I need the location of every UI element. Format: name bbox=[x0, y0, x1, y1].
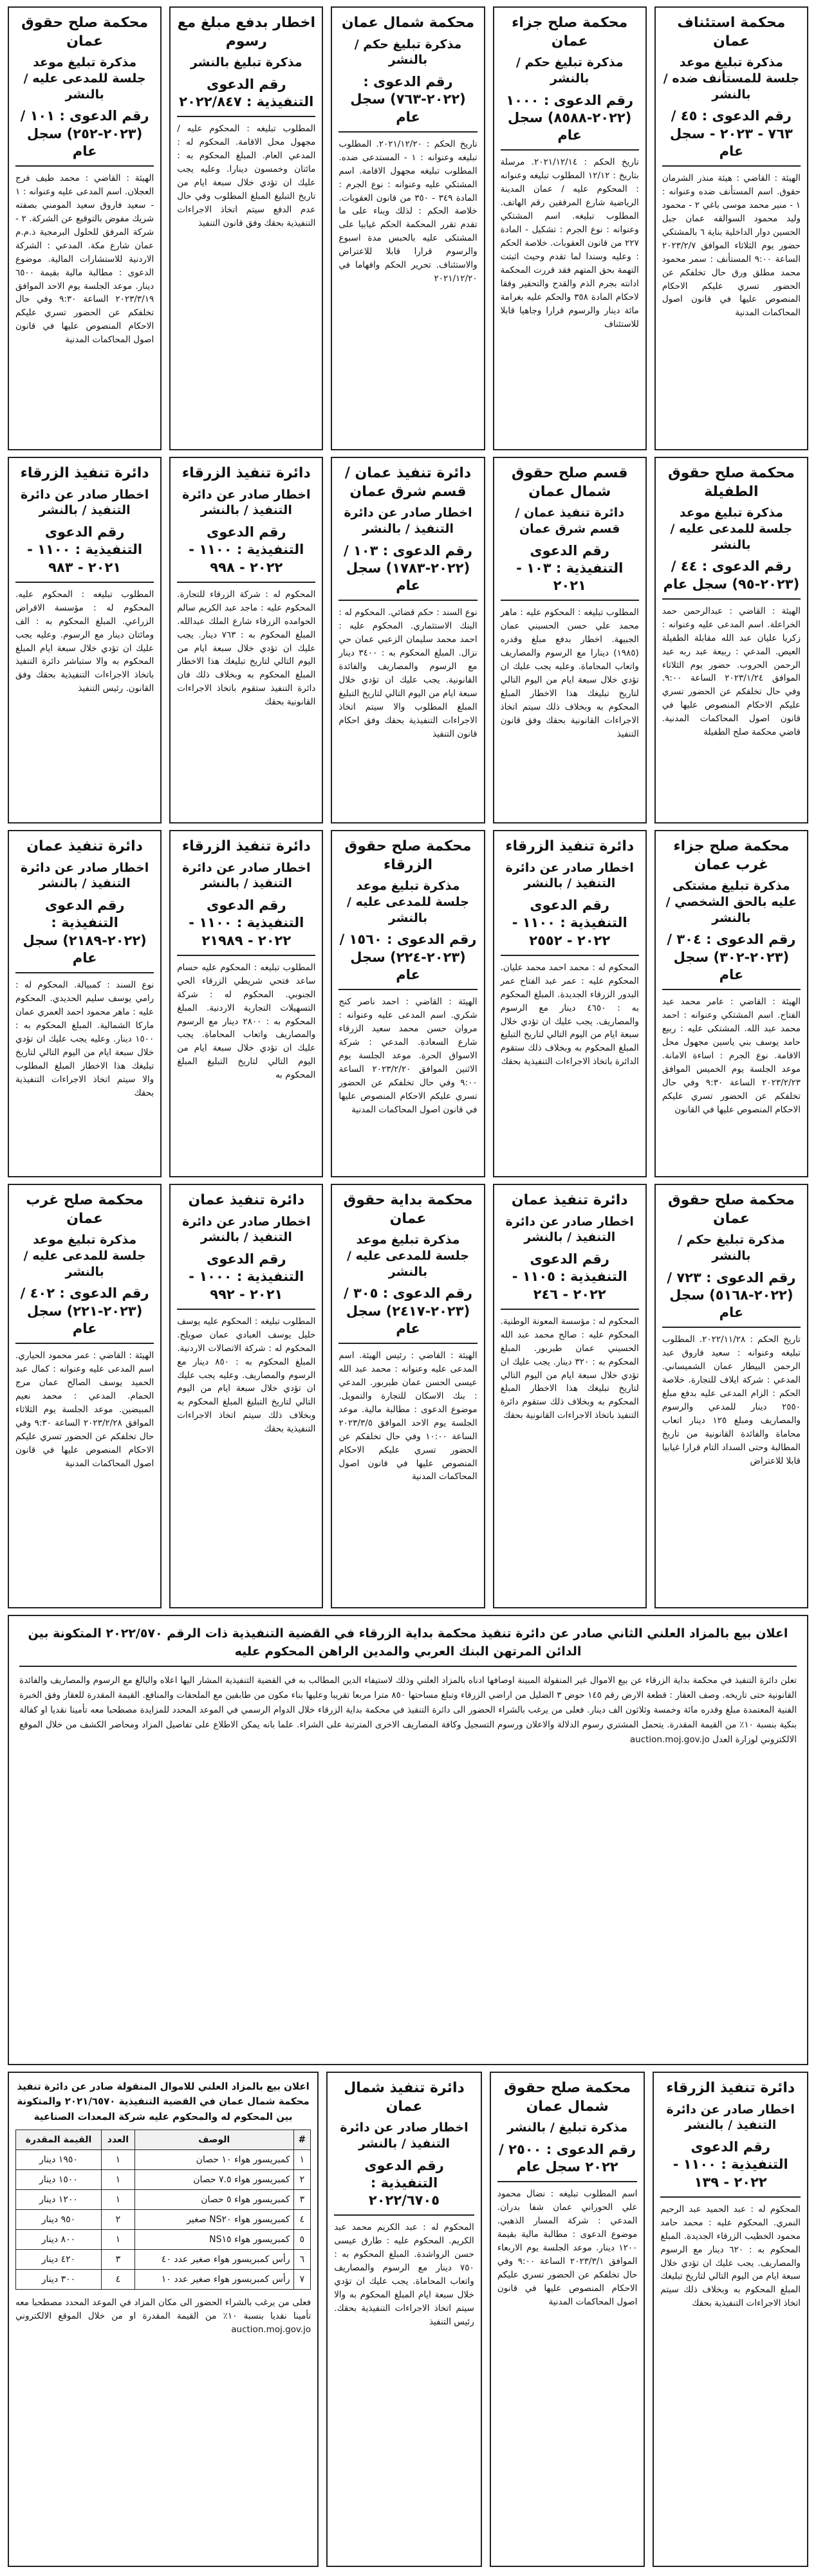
notice-type: مذكرة تبليغ موعد جلسة للمستأنف ضده / بالنشر bbox=[663, 55, 800, 102]
court-name: محكمة صلح حقوق عمان bbox=[21, 15, 149, 50]
case-number: رقم الدعوى التنفيذية : ١١٠٠ - ٢٠٢٢ - ٢١٩٨٩ bbox=[189, 897, 304, 948]
band-1 bbox=[8, 6, 808, 450]
table-cell: رأس كمبريسور هواء صغير عدد ١٠ bbox=[134, 2269, 293, 2289]
notice-type: مذكرة تبليغ حكم / بالنشر bbox=[515, 55, 624, 86]
notice-band3-5 bbox=[8, 830, 162, 1177]
case-number: رقم الدعوى التنفيذية : ١٠٣ - ٢٠٢١ bbox=[516, 542, 624, 594]
court-name: دائرة تنفيذ الزرقاء bbox=[505, 838, 635, 854]
notice-band1-4 bbox=[169, 6, 323, 450]
notice-type: مذكرة تبليغ حكم / بالنشر bbox=[678, 1233, 785, 1263]
column-header: الوصف bbox=[134, 2130, 293, 2149]
table-header-row bbox=[16, 2130, 311, 2149]
notice-band2-3 bbox=[331, 457, 485, 823]
notice-type: اخطار صادر عن دائرة التنفيذ / بالنشر bbox=[182, 860, 311, 891]
divider bbox=[501, 600, 639, 601]
court-name: اخطار بدفع مبلغ مع رسوم bbox=[177, 15, 315, 50]
divider bbox=[662, 1327, 801, 1328]
notice-type: اخطار صادر عن دائرة التنفيذ / بالنشر bbox=[344, 506, 472, 536]
court-name: محكمة صلح جزاء عمان bbox=[512, 15, 628, 50]
notice-text: نوع السند : كمبيالة. المحكوم له : رامي يوسف سليم الحديدي. المحكوم عليه : ماهر محمود احمد العمري عمان ماركا الشمالية. المبلغ المحكوم به : ١٥٠٠ دينار. وعليه يجب عليك ان تؤدي خلال سبعة ايام من اليوم التالي لتاريخ تبليغك هذا الاخطار المبلغ المطلوب والا سيتم اتخاذ الاجراءات التنفيذية بحقك bbox=[15, 980, 154, 1098]
table-cell: ٩٥٠ دينار bbox=[16, 2209, 102, 2229]
notice-text: الهيئة : القاضي : هيئة منذر الشرمان حقوق. اسم المستأنف ضده وعنوانه : ١ - منير محمد موسى باغي ٢ - محمود وليد محمود السوالقه عمان جبل الحسين دوار الداخلية بناية ٦ بالمشتكي حضور يوم الثلاثاء الموافق ٢٠٢٣/٢/٧ الساعة ٩:٠٠ المستأنف : سمر محمود محمد مطلق ورق حال تخلفكم عن الحضور تسري عليكم الاحكام المنصوص عليها في قانون اصول المحاكمات المدنية bbox=[662, 173, 801, 318]
divider bbox=[334, 2214, 474, 2216]
inventory-heading: اعلان بيع بالمزاد العلني للاموال المنقولة صادر عن دائرة تنفيذ محكمة شمال عمان في القضية التنفيذية ٢٠٢١/٦٥٧٠ والمتكونة بين المحكوم له والمحكوم عليه شركة المعدات الصناعية bbox=[17, 2081, 310, 2122]
case-number: رقم الدعوى التنفيذية : ١١٠٠ - ٢٠٢٢ - ٢٥٥٢ bbox=[512, 897, 627, 948]
case-number: رقم الدعوى : ٤٥ / ٧٦٣ - ٢٠٢٣ - سجل عام bbox=[669, 108, 793, 159]
case-number: رقم الدعوى : ٢٥٠٠ / ٢٠٢٢ سجل عام bbox=[499, 2141, 636, 2175]
table-row bbox=[16, 2249, 311, 2269]
case-number: رقم الدعوى : ١٠٣ / (٢٠٢٢-١٧٨٣) سجل عام bbox=[343, 542, 473, 594]
notice-type: دائرة تنفيذ عمان / قسم شرق عمان bbox=[515, 506, 624, 536]
notice-bottom-3 bbox=[326, 2072, 482, 2567]
notice-band2-4 bbox=[169, 457, 323, 823]
case-number: رقم الدعوى التنفيذية : ٢٠٢٢/٨٤٧ bbox=[179, 76, 314, 110]
divider bbox=[177, 582, 315, 583]
table-cell: ٣ bbox=[101, 2249, 134, 2269]
case-number: رقم الدعوى التنفيذية : ١١٠٥ - ٢٠٢٢ - ٢٤٦ bbox=[512, 1251, 627, 1302]
case-number: رقم الدعوى التنفيذية : ٢٠٢٢/٦٧٠٥ bbox=[364, 2157, 444, 2209]
divider bbox=[15, 1343, 154, 1344]
notice-type: اخطار صادر عن دائرة التنفيذ / بالنشر bbox=[182, 487, 311, 518]
notice-type: اخطار صادر عن دائرة التنفيذ / بالنشر bbox=[340, 2121, 468, 2151]
column-header: العدد bbox=[101, 2130, 134, 2149]
notice-band1-1 bbox=[654, 6, 808, 450]
court-name: دائرة تنفيذ شمال عمان bbox=[344, 2080, 465, 2115]
notice-text: المحكوم له : مؤسسة المعونة الوطنية. المحكوم عليه : صالح محمد عبد الله الحسيني عمان طبربور. المبلغ المحكوم به : ٣٢٠ دينار. يجب عليك ان تؤدي خلال سبعة ايام من اليوم التالي لتاريخ تبليغك هذا الاخطار المبلغ المحكوم به وبخلاف ذلك ستقوم دائرة التنفيذ باتخاذ الاجراءات القانونية بحقك bbox=[500, 1316, 639, 1421]
notice-band1-3 bbox=[331, 6, 485, 450]
notice-type: مذكرة تبليغ حكم / بالنشر bbox=[354, 37, 462, 68]
court-name: محكمة استئناف عمان bbox=[677, 15, 786, 50]
notice-text: اسم المطلوب تبليغه : نضال محمود علي الحوراني عمان شفا بدران. المدعي : شركة المسار الذهبي. موضوع الدعوى : مطالبة مالية بقيمة ١٢٠٠ دينار. موعد الجلسة يوم الاربعاء الموافق ٢٠٢٣/٣/١ الساعة ٩:٠٠ وفي حال تخلفكم عن الحضور تسري عليكم الاحكام المنصوص عليها في قانون اصول المحاكمات المدنية bbox=[497, 2189, 638, 2307]
table-cell: ٤ bbox=[101, 2269, 134, 2289]
court-name: محكمة صلح حقوق عمان bbox=[667, 1192, 795, 1227]
notice-band2-5 bbox=[8, 457, 162, 823]
table-cell: كمبريسور هواء ٥ حصان bbox=[134, 2189, 293, 2209]
table-cell: ٤ bbox=[293, 2209, 311, 2229]
band-3 bbox=[8, 830, 808, 1177]
table-cell: ١٩٥٠ دينار bbox=[16, 2149, 102, 2169]
court-name: دائرة تنفيذ الزرقاء bbox=[181, 465, 311, 481]
case-number: رقم الدعوى : ١٥٦٠ / (٢٠٢٣-٢٢٤) سجل عام bbox=[339, 932, 477, 982]
divider bbox=[501, 149, 639, 151]
divider bbox=[15, 972, 154, 973]
divider bbox=[497, 2181, 638, 2182]
case-number: رقم الدعوى التنفيذية : ١١٠٠ - ٢٠٢١ - ٩٨٣ bbox=[27, 524, 143, 575]
notice-band4-2 bbox=[493, 1184, 647, 1608]
table-row bbox=[16, 2169, 311, 2189]
table-cell: ٥ bbox=[293, 2229, 311, 2249]
notice-text: المطلوب تبليغه : المحكوم عليه يوسف خليل يوسف العبادي عمان صويلح. المحكوم له : شركة الاتصالات الاردنية. المبلغ المحكوم به : ٨٥٠ دينار مع الرسوم والمصاريف. وعليه يجب عليك ان تؤدي خلال سبعة ايام من اليوم التالي لتاريخ التبليغ المبلغ المحكوم به وبخلاف ذلك سيتم اتخاذ الاجراءات التنفيذية بحقك bbox=[177, 1316, 316, 1435]
divider bbox=[338, 600, 477, 601]
notice-text: تاريخ الحكم : ٢٠٢١/١٢/١٤. مرسلة بتاريخ : ١٢/١٢ المطلوب تبليغه وعنوانه : المحكوم عليه / عمان المدينة الرياضية شارع المرفقين رقم الهاتف. المطلوب تبليغه. اسم المشتكي وعنوانه : نوع الجرم : تشكيل - المادة ٢٢٧ من قانون العقوبات. خلاصة الحكم : وعليه وسندا لما تقدم وحيث اثبتت التهمة بحق المتهم فقد قررت المحكمة ادانته بجرم الذم والقدح والتحقير وفقا لاحكام المادة ٣٥٨ والحكم عليه بغرامة مائة دينار والرسوم قرارا وجاهيا قابلا للاستئناف bbox=[500, 157, 639, 329]
column-header: القيمة المقدرة bbox=[16, 2130, 102, 2149]
notice-text: الهيئة : القاضي : رئيس الهيئة. اسم المدعى عليه وعنوانه : محمد عبد الله عيسى الحسن عمان طبربور. المدعي : بنك الاسكان للتجارة والتمويل. موضوع الدعوى : مطالبة مالية. موعد الجلسة يوم الاحد الموافق ٢٠٢٣/٣/٥ الساعة ١٠:٠٠ وفي حال تخلفكم عن الحضور تسري عليكم الاحكام المنصوص عليها في قانون اصول المحاكمات المدنية bbox=[338, 1350, 478, 1482]
table-row bbox=[16, 2209, 311, 2229]
notice-band4-4 bbox=[169, 1184, 323, 1608]
notice-band3-1 bbox=[654, 830, 808, 1177]
table-cell: ٣٠٠ دينار bbox=[16, 2269, 102, 2289]
case-number: رقم الدعوى : ٣٠٤ / (٢٠٢٣-٣٠٢) سجل عام bbox=[667, 932, 796, 982]
notice-band4-1 bbox=[654, 1184, 808, 1608]
divider bbox=[501, 1309, 639, 1310]
band-4 bbox=[8, 1184, 808, 1608]
notice-type: مذكرة تبليغ / بالنشر bbox=[506, 2121, 628, 2135]
case-number: رقم الدعوى : ٤٠٢ / (٢٠٢٣-٢٢١) سجل عام bbox=[20, 1285, 149, 1336]
court-name: محكمة صلح جزاء غرب عمان bbox=[673, 838, 790, 873]
divider bbox=[662, 165, 801, 167]
notice-text: المطلوب تبليغه : المحكوم عليه : ماهر محمد علي حسن الحسيني عمان الجبيهة. اخطار بدفع مبلغ وقدره (١٩٨٥) دينارا مع الرسوم والمصاريف واتعاب المحاماة. وعليه يجب عليك ان تؤدي خلال سبعة ايام من اليوم التالي لتاريخ تبليغك هذا الاخطار المبلغ المحكوم به وبخلاف ذلك سيتم اتخاذ الاجراءات القانونية بحقك وفق قانون التنفيذ bbox=[500, 607, 639, 739]
notice-text: المطلوب تبليغه : المحكوم عليه / مجهول محل الاقامة. المحكوم له : المدعي العام. المبلغ المحكوم به : مائتان وخمسون دينارا. وعليه يجب عليك ان تؤدي خلال سبعة ايام من تاريخ التبليغ المبلغ المطلوب وفي حال عدم الدفع سيتم اتخاذ الاجراءات التنفيذية بحقك وفق قانون التنفيذ bbox=[177, 124, 316, 228]
case-number: رقم الدعوى : ١٠١ / (٢٠٢٣-٢٥٢) سجل عام bbox=[20, 108, 149, 159]
divider bbox=[338, 131, 477, 133]
notice-text: المطلوب تبليغه : المحكوم عليه حسام ساعد فتحي شريطي الزرقاء الحي الجنوبي. المحكوم له : شركة التسهيلات التجارية الاردنية. المبلغ المحكوم به : ٢٨٠٠ دينار مع الرسوم والمصاريف واتعاب المحاماة. يجب عليك ان تؤدي خلال سبعة ايام من اليوم التالي لتاريخ التبليغ المبلغ المحكوم به bbox=[177, 962, 316, 1081]
table-cell: ٦ bbox=[293, 2249, 311, 2269]
table-cell: ٧ bbox=[293, 2269, 311, 2289]
divider bbox=[19, 1666, 797, 1667]
bottom-band bbox=[8, 2072, 808, 2567]
auction-body: تعلن دائرة التنفيذ في محكمة بداية الزرقاء عن بيع الاموال غير المنقولة المبينة اوصافها ادناه بالمزاد العلني وذلك لاستيفاء الدين المطالب به في القضية التنفيذية المشار اليها اعلاه والبالغ مع الرسوم والمصاريف والفائدة القانونية حتى تاريخه. وصف العقار : قطعة الارض رقم ١٤٥ حوض ٣ الضليل من اراضي الزرقاء وتبلغ مساحتها ٨٥٠ مترا مربعا تقريبا وعليها بناء مكون من طابقين مع الملحقات والمنافع. القيمة المقدرة للعقار وفق الخبرة الفنية المعتمدة مبلغ وقدره مائة وخمسة وثلاثون الف دينار. فعلى من يرغب بالشراء الحضور الى دائرة التنفيذ في محكمة بداية الزرقاء خلال الدوام الرسمي في الموعد المحدد للمزايدة مصطحبا معه تأمينا نقديا او كفالة بنكية بنسبة ١٠٪ من القيمة المقدرة. يتحمل المشتري رسوم الدلالة والاعلان ورسوم التسجيل وكافة المصاريف الاخرى المترتبة على الشراء. علما بانه يمكن الاطلاع على تفاصيل المزاد ومحاضر الكشف من خلال الموقع الالكتروني لوزارة العدل auction.moj.gov.jo bbox=[19, 1675, 797, 1745]
notice-type: مذكرة تبليغ موعد جلسة للمدعى عليه / بالنشر bbox=[347, 879, 469, 925]
divider bbox=[177, 1309, 315, 1310]
table-cell: رأس كمبريسور هواء صغير عدد ٤٠ bbox=[134, 2249, 293, 2269]
case-number: رقم الدعوى : ٤٤ / (٢٠٢٣-٩٥) سجل عام bbox=[663, 558, 800, 592]
case-number: رقم الدعوى التنفيذية : ١١٠٠ - ٢٠٢٢ - ٩٩٨ bbox=[189, 524, 304, 575]
case-number: رقم الدعوى التنفيذية : ١٠٠٠ - ٢٠٢١ - ٩٩٢ bbox=[189, 1251, 304, 1302]
case-number: رقم الدعوى التنفيذية : ١١٠٠ - ٢٠٢٢ - ١٣٩ bbox=[672, 2139, 788, 2190]
notice-band2-1 bbox=[654, 457, 808, 823]
notice-type: مذكرة تبليغ موعد جلسة للمدعى عليه / بالنشر bbox=[347, 1233, 469, 1279]
table-cell: ١٢٠٠ دينار bbox=[16, 2189, 102, 2209]
court-name: محكمة صلح حقوق الطفيلة bbox=[667, 465, 795, 500]
notice-text: الهيئة : القاضي : عبدالرحمن حمد الخراعلة. اسم المدعى عليه وعنوانه : زكريا عليان عبد الله مقابلة الطفيلة العيص. المدعي : ربيعة عبد ربه عبد الرحمن الحروب. حضور يوم الثلاثاء الموافق ٢٠٢٣/١/٢٤ الساعة ٩:٠٠. وفي حال تخلفكم عن الحضور تسري عليكم الاحكام المنصوص عليها في قانون اصول المحاكمات المدنية. قاضي محكمة صلح الطفيلة bbox=[662, 605, 801, 738]
inventory-notice bbox=[8, 2072, 319, 2567]
inventory-footer: فعلى من يرغب بالشراء الحضور الى مكان المزاد في الموعد المحدد مصطحبا معه تأمينا نقديا بنسبة ١٠٪ من القيمة المقدرة او من خلال الموقع الالكتروني auction.moj.gov.jo bbox=[15, 2297, 311, 2335]
notice-text: تاريخ الحكم : ٢٠٢٢/١١/٢٨. المطلوب تبليغه وعنوانه : سعيد فاروق عبد الرحمن البيطار عمان الشميساني. المدعي : شركة ايلاف للتجارة. خلاصة الحكم : الزام المدعى عليه بدفع مبلغ ٢٥٥٠ دينار للمدعي والرسوم والمصاريف ومبلغ ١٢٥ دينار اتعاب محاماة والفائدة القانونية من تاريخ المطالبة وحتى السداد التام قرارا غيابيا قابلا للاعتراض bbox=[662, 1334, 801, 1466]
notice-type: اخطار صادر عن دائرة التنفيذ / بالنشر bbox=[20, 860, 149, 891]
case-number: رقم الدعوى التنفيذية : (٢٠٢٢-٢١٨٩) سجل عام bbox=[23, 897, 147, 966]
notice-band2-2 bbox=[493, 457, 647, 823]
notice-text: نوع السند : حكم قضائي. المحكوم له : البنك الاستثماري. المحكوم عليه : احمد محمد سليمان الزعبي عمان حي نزال. المبلغ المحكوم به : ٣٤٠٠ دينار مع الرسوم والمصاريف والفائدة القانونية. يجب عليك ان تؤدي خلال سبعة ايام من اليوم التالي لتاريخ التبليغ المبلغ المطلوب والا سيتم اتخاذ الاجراءات التنفيذية بحقك وفق احكام قانون التنفيذ bbox=[338, 607, 478, 739]
notice-text: الهيئة : القاضي : محمد طيف فرج العجلان. اسم المدعى عليه وعنوانه : ١ - سعيد فاروق سعيد المومني بصفته شريك مفوض بالتوقيع عن الشركة. ٢ - شركة المرفق للحلول البرمجية ذ.م.م عمان شارع مكة. المدعي : الشركة الاردنية للاستشارات المالية. موضوع الدعوى : مطالبة مالية بقيمة ٦٥٠٠ دينار. موعد الجلسة يوم الاحد الموافق ٢٠٢٣/٣/١٩ الساعة ٩:٣٠ وفي حال تخلفكم عن الحضور تسري عليكم الاحكام المنصوص عليها في قانون اصول المحاكمات المدنية bbox=[15, 173, 154, 345]
divider bbox=[662, 598, 801, 600]
notice-type: اخطار صادر عن دائرة التنفيذ / بالنشر bbox=[666, 2102, 795, 2133]
table-row bbox=[16, 2229, 311, 2249]
notice-band1-2 bbox=[493, 6, 647, 450]
inventory-table bbox=[15, 2130, 311, 2290]
court-name: دائرة تنفيذ الزرقاء bbox=[181, 838, 311, 854]
court-name: محكمة صلح حقوق شمال عمان bbox=[504, 2080, 631, 2115]
notice-text: تاريخ الحكم : ٢٠٢١/١٢/٢٠. المطلوب تبليغه وعنوانه : ١ - المستدعى ضده. المطلوب تبليغه مجهول الاقامة. اسم المشتكي عليه وعنوانه : نوع الجرم : المادة ٣٤٩ - ٣٥٠ من قانون العقوبات. خلاصة الحكم : لذلك وبناء على ما تقدم تقرر المحكمة الحكم غيابيا على المشتكى عليه بالحبس مدة اسبوع والرسوم قرارا قابلا للاعتراض والاستئناف. تحرير الحكم وافهاما في ٢٠٢١/١٢/٢٠ bbox=[338, 138, 478, 284]
table-row bbox=[16, 2149, 311, 2169]
divider bbox=[662, 989, 801, 990]
court-name: دائرة تنفيذ عمان bbox=[511, 1192, 628, 1208]
table-cell: ٢ bbox=[293, 2169, 311, 2189]
notice-band3-2 bbox=[493, 830, 647, 1177]
court-name: قسم صلح حقوق شمال عمان bbox=[511, 465, 628, 500]
divider bbox=[660, 2196, 801, 2198]
court-name: دائرة تنفيذ عمان / قسم شرق عمان bbox=[344, 465, 472, 500]
table-cell: كمبريسور هواء NS٢٠ صغير bbox=[134, 2209, 293, 2229]
notice-band3-3 bbox=[331, 830, 485, 1177]
court-name: محكمة صلح غرب عمان bbox=[26, 1192, 144, 1227]
auction-heading: اعلان بيع بالمزاد العلني الثاني صادر عن دائرة تنفيذ محكمة بداية الزرقاء في القضية التنفيذية ذات الرقم ٢٠٢٢/٥٧٠ المتكونة بين الدائن المرتهن البنك العربي والمدين الراهن المحكوم عليه bbox=[28, 1626, 788, 1659]
notice-type: اخطار صادر عن دائرة التنفيذ / بالنشر bbox=[505, 860, 634, 891]
band-2 bbox=[8, 457, 808, 823]
divider bbox=[177, 116, 315, 117]
notice-band4-3 bbox=[331, 1184, 485, 1608]
table-cell: ١٥٠٠ دينار bbox=[16, 2169, 102, 2189]
table-row bbox=[16, 2189, 311, 2209]
table-row bbox=[16, 2269, 311, 2289]
court-name: دائرة تنفيذ الزرقاء bbox=[666, 2080, 795, 2096]
notice-type: مذكرة تبليغ موعد جلسة للمدعى عليه / بالنشر bbox=[670, 506, 793, 552]
notice-text: المحكوم له : محمد احمد محمد عليان. المحكوم عليه : عمر عبد الفتاح عمر البدور الزرقاء الجديدة. المبلغ المحكوم به : ٤٦٥٠ دينار مع الرسوم والمصاريف. يجب عليك ان تؤدي خلال سبعة ايام من اليوم التالي لتاريخ التبليغ المبلغ المحكوم به وبخلاف ذلك ستقوم الدائرة باتخاذ الاجراءات التنفيذية بحقك bbox=[500, 962, 639, 1067]
notice-type: مذكرة تبليغ موعد جلسة للمدعى عليه / بالنشر bbox=[23, 1233, 146, 1279]
table-cell: ١ bbox=[293, 2149, 311, 2169]
table-cell: ١ bbox=[101, 2189, 134, 2209]
notice-band1-5 bbox=[8, 6, 162, 450]
court-name: دائرة تنفيذ عمان bbox=[188, 1192, 305, 1208]
table-cell: ١ bbox=[101, 2149, 134, 2169]
notice-text: المحكوم له : عبد الحميد عبد الرحيم النمري. المحكوم عليه : محمد حامد محمود الخطيب الزرقاء الجديدة. المبلغ المحكوم به : ٦٢٠ دينار مع الرسوم والمصاريف. يجب عليك ان تؤدي خلال سبعة ايام من اليوم التالي لتاريخ تبليغك المبلغ المحكوم به وبخلاف ذلك سيتم اتخاذ الاجراءات التنفيذية بحقك bbox=[660, 2203, 801, 2309]
table-cell: كمبريسور هواء NS١٥ bbox=[134, 2229, 293, 2249]
notice-type: اخطار صادر عن دائرة التنفيذ / بالنشر bbox=[505, 1214, 634, 1245]
notice-text: المحكوم له : عبد الكريم محمد عبد الكريم. المحكوم عليه : طارق عيسى حسن الرواشدة. المبلغ المحكوم به : ٧٥٠ دينار مع الرسوم والمصاريف واتعاب المحاماة. يجب عليك ان تؤدي خلال سبعة ايام المبلغ المحكوم به والا سيتم اتخاذ الاجراءات التنفيذية بحقك. رئيس التنفيذ bbox=[334, 2222, 474, 2327]
notice-bottom-2 bbox=[490, 2072, 645, 2567]
notice-type: اخطار صادر عن دائرة التنفيذ / بالنشر bbox=[20, 487, 149, 518]
inventory-table-body bbox=[16, 2149, 311, 2289]
notice-type: مذكرة تبليغ بالنشر bbox=[190, 55, 302, 70]
divider bbox=[15, 165, 154, 167]
notice-text: الهيئة : القاضي : عامر محمد عبد الفتاح. اسم المشتكي وعنوانه : احمد محمد عبد الله. المشتكى عليه : ربيع حامد يوسف بني ياسين مجهول محل الاقامة. نوع الجرم : اساءة الامانة. موعد الجلسة يوم الخميس الموافق ٢٠٢٣/٢/٢٣ الساعة ٩:٣٠ وفي حال تخلفكم عن الحضور تسري عليكم الاحكام المنصوص عليها في القانون bbox=[662, 997, 801, 1115]
table-cell: ٤٢٠ دينار bbox=[16, 2249, 102, 2269]
court-name: محكمة شمال عمان bbox=[341, 15, 475, 31]
case-number: رقم الدعوى : ٧٢٣ / (٢٠٢٢-٥١٦٨) سجل عام bbox=[667, 1269, 796, 1321]
divider bbox=[338, 989, 477, 990]
court-name: محكمة بداية حقوق عمان bbox=[343, 1192, 473, 1227]
divider bbox=[501, 955, 639, 956]
table-cell: كمبريسور هواء ١٠ حصان bbox=[134, 2149, 293, 2169]
notice-band4-5 bbox=[8, 1184, 162, 1608]
court-name: محكمة صلح حقوق الزرقاء bbox=[344, 838, 472, 873]
case-number: رقم الدعوى : ١٠٠٠ (٢٠٢٢-٨٥٨٨) سجل عام bbox=[506, 92, 634, 143]
notice-band3-4 bbox=[169, 830, 323, 1177]
notice-text: الهيئة : القاضي : عمر محمود الحياري. اسم المدعى عليه وعنوانه : كمال عبد الحميد يوسف الصالح عمان مرج الحمام. المدعي : محمد نعيم المبيضين. موعد الجلسة يوم الثلاثاء الموافق ٢٠٢٣/٢/٢٨ الساعة ٩:٣٠ وفي حال تخلفكم عن الحضور تسري عليكم الاحكام المنصوص عليها في قانون اصول المحاكمات المدنية bbox=[15, 1350, 154, 1469]
court-name: دائرة تنفيذ الزرقاء bbox=[20, 465, 149, 481]
table-cell: ٢ bbox=[101, 2209, 134, 2229]
notice-text: المطلوب تبليغه : المحكوم عليه. المحكوم له : مؤسسة الاقراض الزراعي. المبلغ المحكوم به : الف ومائتان دينار مع الرسوم. وعليه يجب عليك ان تؤدي خلال سبعة ايام المبلغ المحكوم به والا ستباشر دائرة التنفيذ باتخاذ الاجراءات التنفيذية بحقك وفق القانون. رئيس التنفيذ bbox=[15, 589, 154, 694]
table-cell: ٨٠٠ دينار bbox=[16, 2229, 102, 2249]
divider bbox=[338, 1343, 477, 1344]
table-cell: ٣ bbox=[293, 2189, 311, 2209]
notice-type: اخطار صادر عن دائرة التنفيذ / بالنشر bbox=[182, 1214, 311, 1245]
divider bbox=[15, 582, 154, 583]
court-name: دائرة تنفيذ عمان bbox=[26, 838, 143, 854]
auction-notice bbox=[8, 1615, 808, 2065]
notice-text: المحكوم له : شركة الزرقاء للتجارة. المحكوم عليه : ماجد عبد الكريم سالم الحوامده الزرقاء شارع الملك عبدالله. المبلغ المحكوم به : ٧٦٣ دينار. يجب عليك ان تؤدي خلال سبعة ايام من اليوم التالي لتاريخ تبليغك هذا الاخطار المبلغ المحكوم به وبخلاف ذلك فان دائرة التنفيذ ستقوم باتخاذ الاجراءات القانونية بحقك bbox=[177, 589, 316, 708]
table-cell: كمبريسور هواء ٧.٥ حصان bbox=[134, 2169, 293, 2189]
column-header: # bbox=[293, 2130, 311, 2149]
case-number: رقم الدعوى : (٢٠٢٢-٧٦٣) سجل عام bbox=[350, 73, 466, 125]
divider bbox=[177, 955, 315, 956]
table-cell: ١ bbox=[101, 2229, 134, 2249]
notice-text: الهيئة : القاضي : احمد ناصر كنج شكري. اسم المدعى عليه وعنوانه : مروان حسن محمد سعيد الزرقاء شارع السعادة. المدعي : شركة الاسواق الحرة. موعد الجلسة يوم الاثنين الموافق ٢٠٢٣/٢/٢٠ الساعة ٩:٠٠ وفي حال تخلفكم عن الحضور تسري عليكم الاحكام المنصوص عليها في قانون اصول المحاكمات المدنية bbox=[338, 997, 478, 1115]
notice-bottom-1 bbox=[653, 2072, 808, 2567]
notice-type: مذكرة تبليغ مشتكى عليه بالحق الشخصي / بالنشر bbox=[665, 879, 797, 925]
notice-type: مذكرة تبليغ موعد جلسة للمدعى عليه / بالنشر bbox=[23, 55, 146, 102]
table-cell: ١ bbox=[101, 2169, 134, 2189]
case-number: رقم الدعوى : ٣٠٥ / (٢٠٢٣-٢٤١٧) سجل عام bbox=[343, 1285, 473, 1336]
